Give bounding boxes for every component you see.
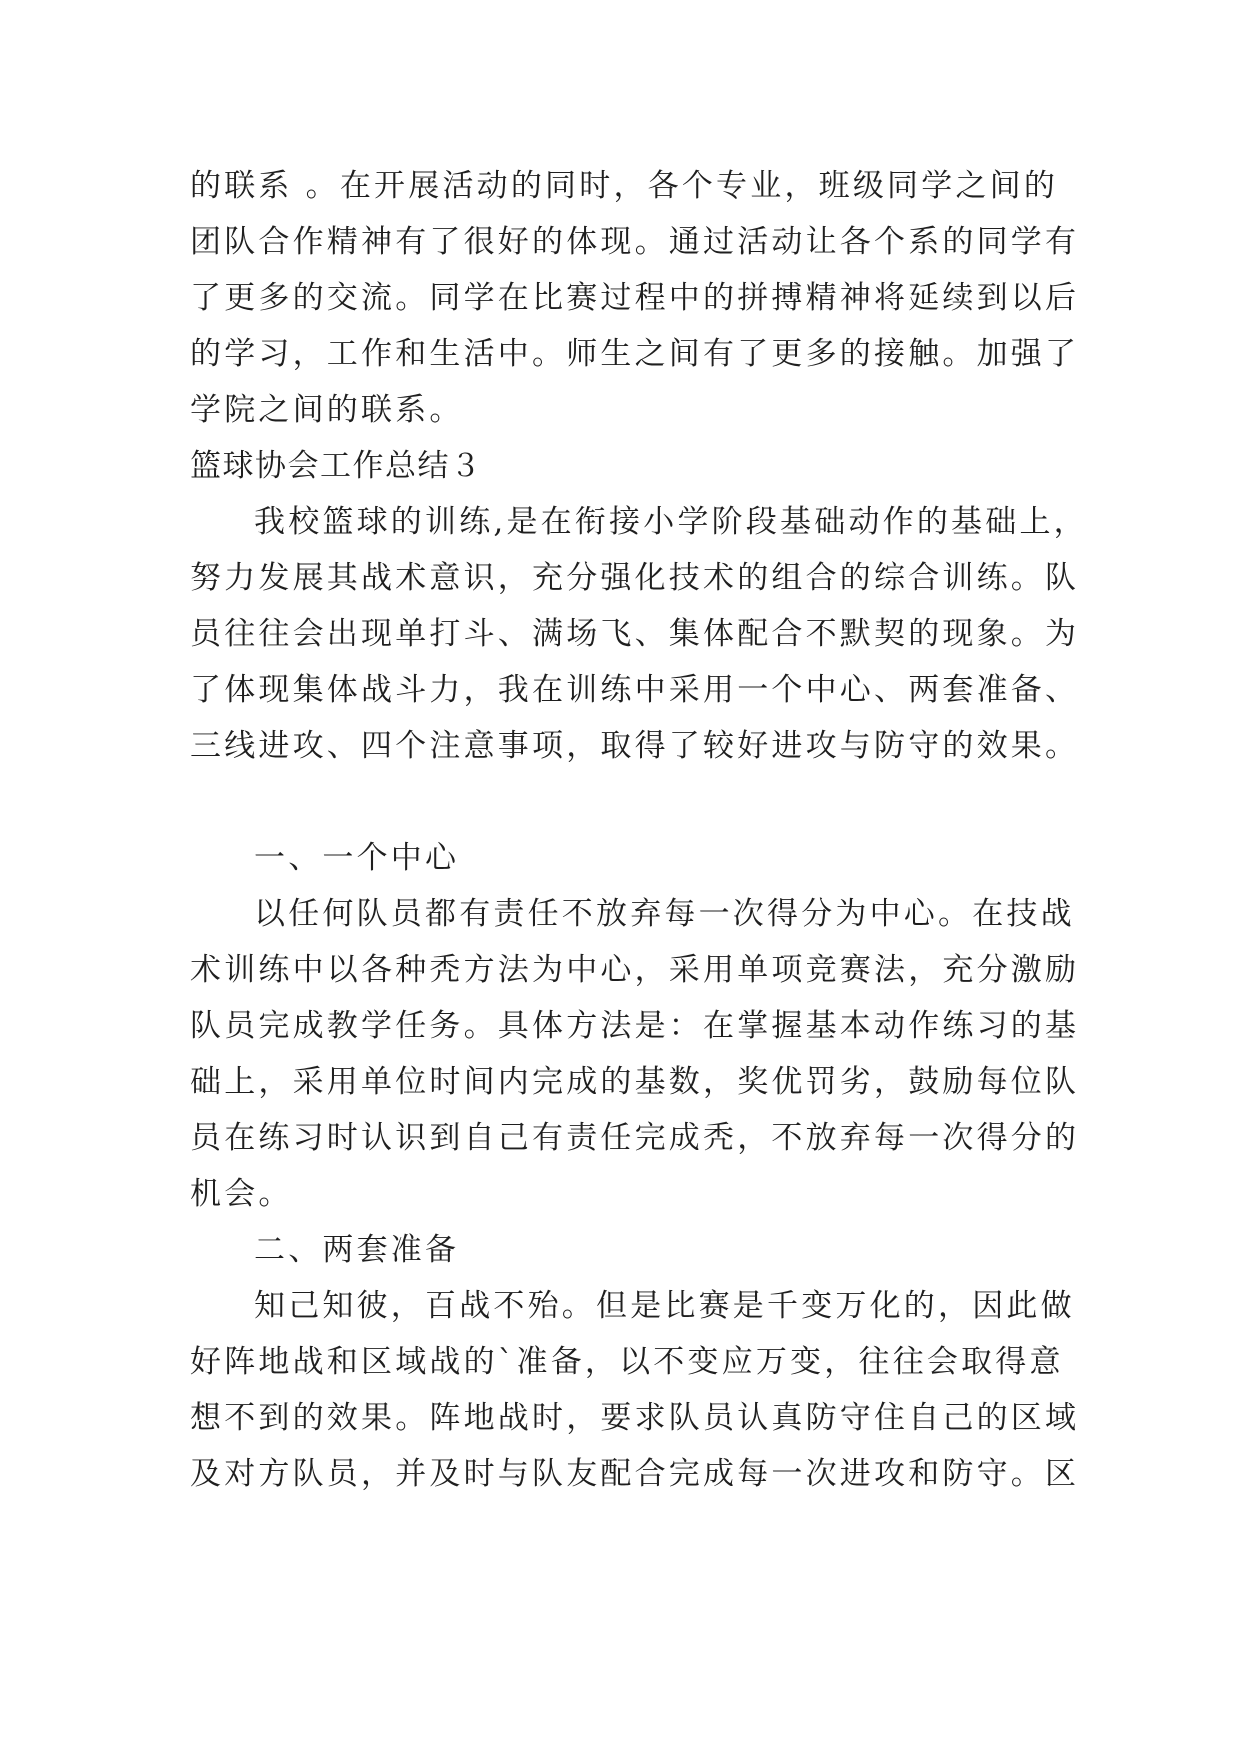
- paragraph-line: 我校篮球的训练,是在衔接小学阶段基础动作的基础上，: [254, 504, 1088, 540]
- subsection-heading: 一、一个中心: [254, 840, 460, 876]
- paragraph-line: 及对方队员，并及时与队友配合完成每一次进攻和防守。区: [190, 1456, 1080, 1492]
- paragraph-line: 的学习，工作和生活中。师生之间有了更多的接触。加强了: [190, 336, 1080, 372]
- paragraph-line: 员在练习时认识到自己有责任完成秃，不放弃每一次得分的: [190, 1120, 1080, 1156]
- paragraph-line: 以任何队员都有责任不放弃每一次得分为中心。在技战: [254, 896, 1075, 932]
- paragraph-line: 学院之间的联系。: [190, 392, 464, 428]
- section-title: 篮球协会工作总结３: [190, 448, 483, 484]
- paragraph-line: 队员完成教学任务。具体方法是：在掌握基本动作练习的基: [190, 1008, 1080, 1044]
- paragraph-line: 想不到的效果。阵地战时，要求队员认真防守住自己的区域: [190, 1400, 1080, 1436]
- paragraph-line: 好阵地战和区域战的`准备，以不变应万变，往往会取得意: [190, 1344, 1064, 1380]
- paragraph-line: 团队合作精神有了很好的体现。通过活动让各个系的同学有: [190, 224, 1080, 260]
- paragraph-line: 础上，采用单位时间内完成的基数，奖优罚劣，鼓励每位队: [190, 1064, 1080, 1100]
- paragraph-line: 术训练中以各种秃方法为中心，采用单项竞赛法，充分激励: [190, 952, 1080, 988]
- paragraph-line: 的联系 。在开展活动的同时，各个专业，班级同学之间的: [190, 168, 1059, 204]
- paragraph-line: 知己知彼，百战不殆。但是比赛是千变万化的，因此做: [254, 1288, 1075, 1324]
- paragraph-line: 了更多的交流。同学在比赛过程中的拼搏精神将延续到以后: [190, 280, 1080, 316]
- paragraph-line: 努力发展其战术意识，充分强化技术的组合的综合训练。队: [190, 560, 1080, 596]
- subsection-heading: 二、两套准备: [254, 1232, 460, 1268]
- paragraph-line: 三线进攻、四个注意事项，取得了较好进攻与防守的效果。: [190, 728, 1080, 764]
- paragraph-line: 员往往会出现单打斗、满场飞、集体配合不默契的现象。为: [190, 616, 1080, 652]
- paragraph-line: 机会。: [190, 1176, 293, 1212]
- paragraph-line: 了体现集体战斗力，我在训练中采用一个中心、两套准备、: [190, 672, 1080, 708]
